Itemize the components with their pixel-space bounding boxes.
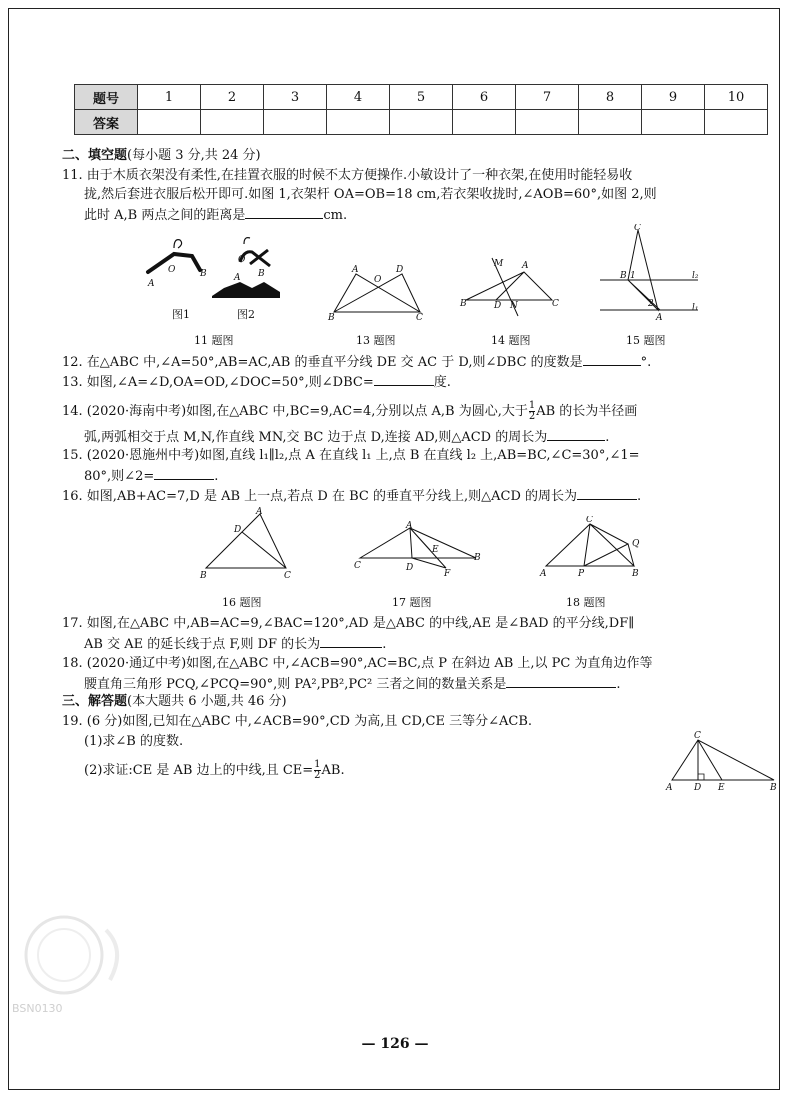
table-cell: 6: [453, 85, 516, 110]
svg-text:A: A: [522, 261, 529, 271]
answer-blank[interactable]: [577, 487, 637, 500]
answer-blank[interactable]: [245, 206, 323, 219]
table-cell: 1: [138, 85, 201, 110]
fig2-caption: 图2: [237, 308, 255, 321]
table-header-answer: 答案: [75, 110, 138, 135]
q15-line2: 80°,则∠2= .: [84, 469, 219, 484]
svg-text:A: A: [234, 273, 241, 283]
fraction: $\frac{1}{2}$: [528, 400, 536, 422]
answer-blank[interactable]: [374, 373, 434, 386]
answer-cell[interactable]: [201, 110, 264, 135]
svg-text:B: B: [258, 269, 265, 279]
table-cell: 8: [579, 85, 642, 110]
answer-table: [74, 84, 768, 135]
svg-text:2: 2: [648, 299, 654, 309]
q18-line2: 腰直角三角形 PCQ,∠PCQ=90°,则 PA²,PB²,PC² 三者之间的数量关系是 .: [84, 677, 621, 692]
svg-text:D: D: [694, 783, 702, 793]
svg-text:A: A: [656, 313, 663, 323]
answer-cell[interactable]: [138, 110, 201, 135]
q14-line2: 弧,两弧相交于点 M,N,作直线 MN,交 BC 边于点 D,连接 AD,则△ACD 的周长为 .: [84, 430, 610, 445]
answer-cell[interactable]: [705, 110, 768, 135]
figure-15: [598, 224, 708, 324]
figure-16: [196, 506, 296, 586]
svg-text:A: A: [148, 279, 155, 289]
svg-text:l₁: l₁: [692, 303, 699, 313]
svg-text:D: D: [406, 563, 414, 573]
svg-text:A: A: [666, 783, 673, 793]
svg-text:C: C: [634, 224, 641, 233]
svg-text:A: A: [406, 521, 413, 531]
svg-text:E: E: [718, 783, 725, 793]
figure-11: [140, 236, 310, 326]
answer-cell[interactable]: [642, 110, 705, 135]
svg-text:C: C: [552, 299, 559, 309]
table-row: [75, 85, 768, 110]
table-cell: 10: [705, 85, 768, 110]
fig1-caption: 图1: [172, 308, 190, 321]
answer-blank[interactable]: [583, 353, 641, 366]
q11-line2: 拢,然后套进衣服后松开即可.如图 1,衣架杆 OA=OB=18 cm,若衣架收拢时,∠AOB=60°,如图 2,则: [84, 187, 657, 202]
svg-text:B: B: [460, 299, 467, 309]
svg-text:A: A: [256, 507, 263, 517]
answer-blank[interactable]: [320, 635, 382, 648]
svg-text:O: O: [238, 255, 246, 265]
svg-text:l₂: l₂: [692, 271, 699, 281]
table-cell: 7: [516, 85, 579, 110]
svg-text:Q: Q: [632, 539, 640, 549]
fig15-caption: 15 题图: [626, 334, 666, 347]
q11-line1: 11. 由于木质衣架没有柔性,在挂置衣服的时候不太方便操作.小敏设计了一种衣架,在使用时能轻易收: [62, 168, 633, 183]
q17-line1: 17. 如图,在△ABC 中,AB=AC=9,∠BAC=120°,AD 是△ABC 的中线,AE 是∠BAD 的平分线,DF∥: [62, 616, 635, 631]
svg-text:A: A: [540, 569, 547, 579]
fig16-caption: 16 题图: [222, 596, 262, 609]
answer-cell[interactable]: [264, 110, 327, 135]
fig11-caption: 11 题图: [194, 334, 234, 347]
page-number: — 126 —: [361, 1036, 429, 1052]
svg-text:A: A: [352, 265, 359, 275]
svg-text:M: M: [494, 259, 504, 269]
answer-blank[interactable]: [154, 467, 214, 480]
q14-line1: 14. (2020·海南中考)如图,在△ABC 中,BC=9,AC=4,分别以点 A,B 为圆心,大于 $\frac{1}{2}$ AB 的长为半径画: [62, 400, 638, 422]
section-2-heading: 二、填空题(每小题 3 分,共 24 分): [62, 148, 261, 163]
svg-text:B: B: [328, 313, 335, 322]
svg-text:B: B: [200, 269, 207, 279]
table-cell: 2: [201, 85, 264, 110]
svg-text:C: C: [586, 516, 593, 525]
svg-text:B: B: [770, 783, 777, 793]
fig17-caption: 17 题图: [392, 596, 432, 609]
watermark-seal: [14, 910, 134, 1000]
section-3-heading: 三、解答题(本大题共 6 小题,共 46 分): [62, 694, 287, 709]
svg-text:B: B: [474, 553, 481, 563]
q15-line1: 15. (2020·恩施州中考)如图,直线 l₁∥l₂,点 A 在直线 l₁ 上,点 B 在直线 l₂ 上,AB=BC,∠C=30°,∠1=: [62, 448, 640, 463]
svg-text:F: F: [444, 569, 451, 579]
q17-line2: AB 交 AE 的延长线于点 F,则 DF 的长为 .: [84, 637, 387, 652]
watermark-code: BSN0130: [12, 1002, 63, 1015]
fig18-caption: 18 题图: [566, 596, 606, 609]
svg-text:D: D: [234, 525, 242, 535]
svg-text:B: B: [632, 569, 639, 579]
table-cell: 5: [390, 85, 453, 110]
svg-text:P: P: [578, 569, 585, 579]
fig13-caption: 13 题图: [356, 334, 396, 347]
fraction: $\frac{1}{2}$: [314, 759, 321, 781]
svg-text:O: O: [168, 265, 176, 275]
answer-cell[interactable]: [327, 110, 390, 135]
table-cell: 3: [264, 85, 327, 110]
table-row: [75, 110, 768, 135]
svg-text:C: C: [284, 571, 291, 581]
svg-text:B: B: [620, 271, 627, 281]
answer-blank[interactable]: [547, 428, 605, 441]
fig14-caption: 14 题图: [491, 334, 531, 347]
table-cell: 9: [642, 85, 705, 110]
q12: 12. 在△ABC 中,∠A=50°,AB=AC,AB 的垂直平分线 DE 交 AC 于 D,则∠DBC 的度数是 °.: [62, 355, 652, 370]
figure-18: [538, 516, 648, 586]
q19-part2: (2)求证:CE 是 AB 边上的中线,且 CE= $\frac{1}{2}$ AB.: [84, 759, 345, 781]
q19-stem: 19. (6 分)如图,已知在△ABC 中,∠ACB=90°,CD 为高,且 CD,CE 三等分∠ACB.: [62, 714, 533, 729]
svg-text:1: 1: [630, 271, 636, 281]
svg-text:C: C: [416, 313, 423, 322]
table-header-number: 题号: [75, 85, 138, 110]
table-cell: 4: [327, 85, 390, 110]
q19-part1: (1)求∠B 的度数.: [84, 734, 184, 749]
svg-text:D: D: [494, 301, 502, 311]
answer-cell[interactable]: [579, 110, 642, 135]
svg-text:C: C: [694, 731, 701, 741]
svg-text:B: B: [200, 571, 207, 581]
svg-text:E: E: [432, 545, 439, 555]
figure-13: [326, 262, 426, 322]
answer-cell[interactable]: [453, 110, 516, 135]
q13: 13. 如图,∠A=∠D,OA=OD,∠DOC=50°,则∠DBC= 度.: [62, 375, 451, 390]
answer-cell[interactable]: [390, 110, 453, 135]
answer-cell[interactable]: [516, 110, 579, 135]
q18-line1: 18. (2020·通辽中考)如图,在△ABC 中,∠ACB=90°,AC=BC,点 P 在斜边 AB 上,以 PC 为直角边作等: [62, 656, 653, 671]
svg-text:C: C: [354, 561, 361, 571]
q11-line3: 此时 A,B 两点之间的距离是 cm.: [84, 208, 348, 223]
q16: 16. 如图,AB+AC=7,D 是 AB 上一点,若点 D 在 BC 的垂直平分线上,则△ACD 的周长为 .: [62, 489, 642, 504]
svg-text:O: O: [374, 275, 382, 285]
figure-14: [456, 254, 566, 324]
figure-17: [350, 520, 490, 580]
figure-19: [662, 730, 782, 798]
svg-text:D: D: [396, 265, 404, 275]
svg-text:N: N: [510, 301, 518, 311]
answer-blank[interactable]: [506, 675, 616, 688]
